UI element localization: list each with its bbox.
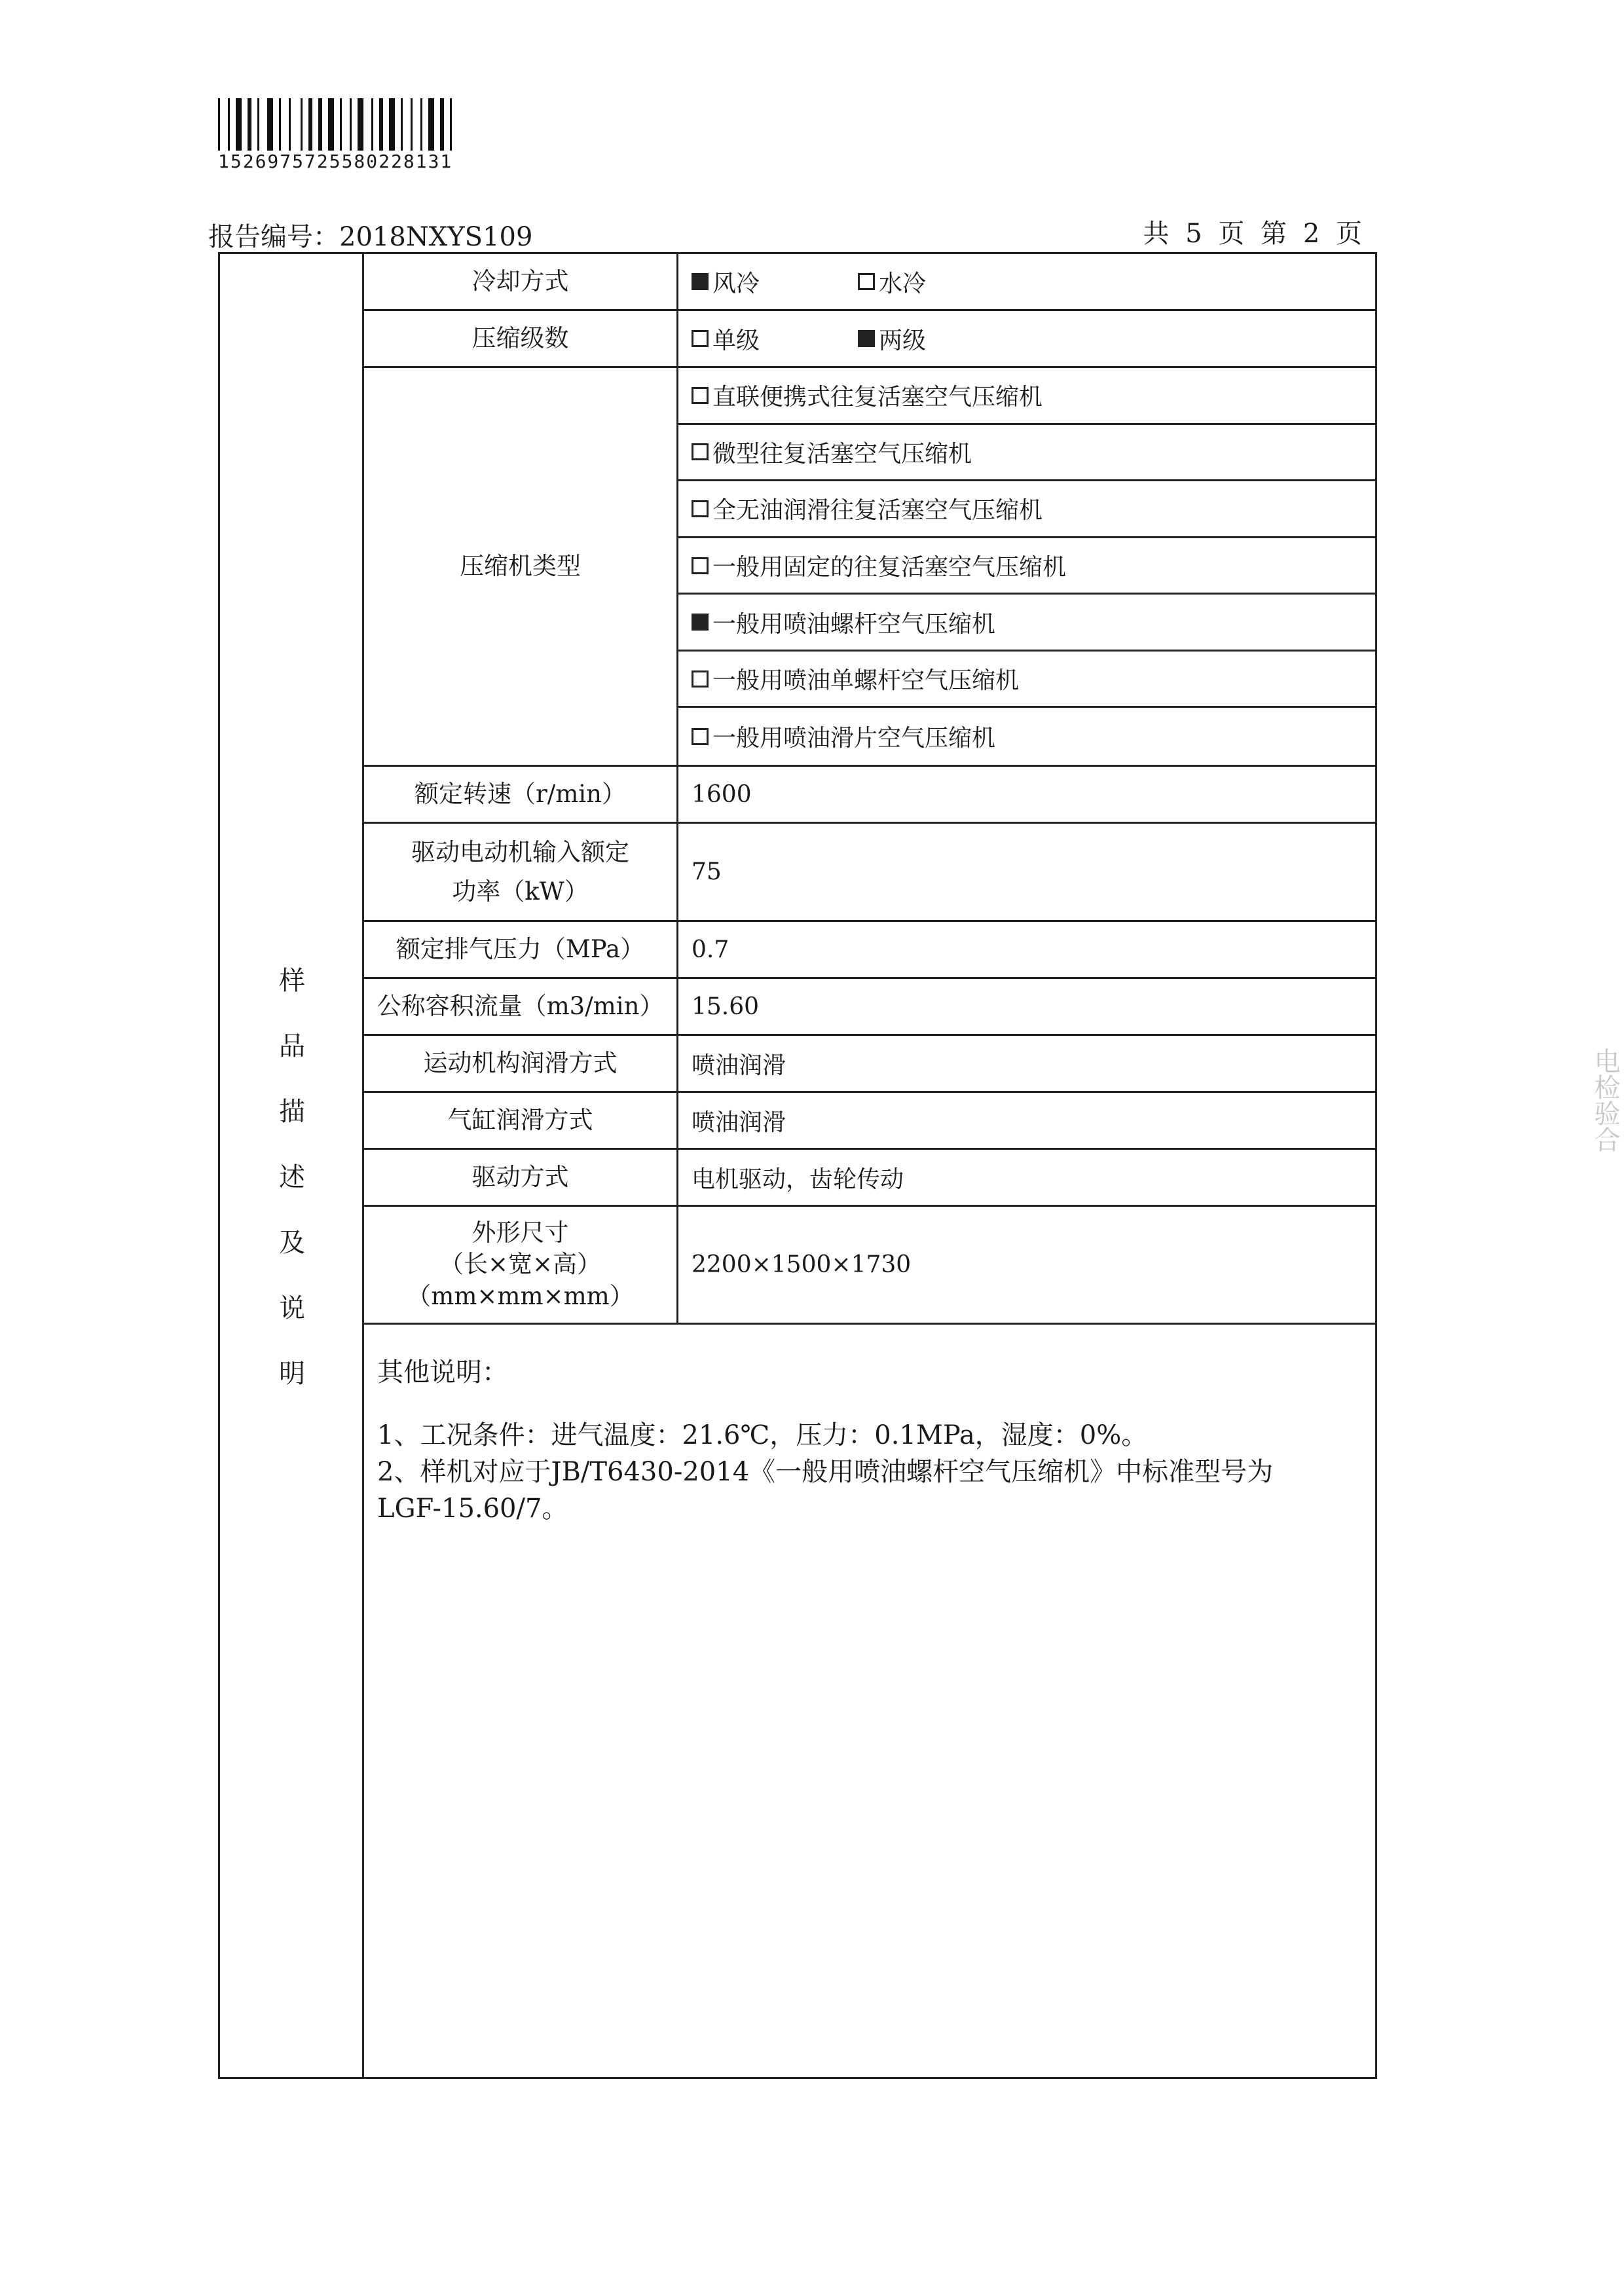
- barcode-bar: [222, 98, 226, 151]
- row-value: 0.7: [692, 936, 729, 963]
- report-number: 报告编号：2018NXYS109: [208, 222, 533, 252]
- barcode-bar: [371, 98, 373, 151]
- barcode-bar: [279, 98, 281, 151]
- barcode-bar: [267, 98, 273, 151]
- type-option: 一般用喷油单螺杆空气压缩机: [678, 652, 1375, 708]
- barcode-bar: [314, 98, 316, 151]
- row-pressure: [364, 922, 1375, 979]
- main-table-frame: [218, 252, 1377, 2079]
- barcode: [218, 98, 465, 151]
- side-char: 述: [279, 1162, 305, 1192]
- barcode-bar: [218, 98, 220, 151]
- barcode-bar: [428, 98, 434, 151]
- row-value: 喷油润滑: [692, 1052, 786, 1079]
- row-power: [364, 824, 1375, 922]
- notes-section: [364, 1334, 1373, 1547]
- type-options: [678, 368, 1375, 765]
- barcode-bar: [440, 98, 444, 151]
- row-dims: [364, 1207, 1375, 1325]
- row-value: [678, 254, 1375, 309]
- side-title: [220, 948, 364, 1406]
- barcode-bar: [450, 98, 452, 151]
- type-option: 微型往复活塞空气压缩机: [678, 425, 1375, 482]
- row-type: [364, 368, 1375, 767]
- barcode-bar: [436, 98, 438, 151]
- page-info: 共 5 页 第 2 页: [1143, 219, 1366, 249]
- row-value: [678, 311, 1375, 366]
- barcode-bar: [375, 98, 377, 151]
- barcode-bar: [236, 98, 242, 151]
- barcode-bar: [397, 98, 399, 151]
- barcode-bar: [244, 98, 246, 151]
- barcode-bar: [289, 98, 291, 151]
- barcode-bar: [318, 98, 322, 151]
- barcode-bar: [283, 98, 287, 151]
- barcode-bar: [232, 98, 234, 151]
- checkbox-icon: [692, 273, 709, 290]
- checkbox-icon: [692, 728, 709, 745]
- row-cylinder-lube: [364, 1093, 1375, 1150]
- barcode-bar: [308, 98, 312, 151]
- checkbox-icon: [692, 557, 709, 574]
- type-option: 直联便携式往复活塞空气压缩机: [678, 368, 1375, 425]
- barcode-bar: [411, 98, 413, 151]
- row-speed: [364, 767, 1375, 824]
- barcode-bar: [415, 98, 418, 151]
- barcode-bar: [389, 98, 395, 151]
- row-motion-lube: [364, 1036, 1375, 1093]
- type-option: 一般用喷油螺杆空气压缩机: [678, 595, 1375, 652]
- barcode-bar: [253, 98, 255, 151]
- checkbox-icon: [692, 500, 709, 517]
- notes-line: 2、样机对应于JB/T6430-2014《一般用喷油螺杆空气压缩机》中标准型号为: [377, 1457, 1274, 1487]
- barcode-bar: [324, 98, 326, 151]
- barcode-bar: [405, 98, 409, 151]
- row-flow: [364, 979, 1375, 1036]
- barcode-bar: [275, 98, 277, 151]
- checkbox-option: 水冷: [858, 265, 926, 299]
- checkbox-option: 单级: [692, 322, 760, 356]
- row-label: 额定转速（r/min）: [364, 767, 678, 822]
- row-value: 电机驱动，齿轮传动: [692, 1166, 904, 1193]
- type-option: 全无油润滑往复活塞空气压缩机: [678, 481, 1375, 538]
- side-char: 及: [279, 1228, 305, 1258]
- checkbox-icon: [692, 330, 709, 347]
- type-option: 一般用固定的往复活塞空气压缩机: [678, 538, 1375, 595]
- barcode-bar: [401, 98, 403, 151]
- row-value: 15.60: [692, 993, 760, 1020]
- barcode-bar: [365, 98, 369, 151]
- barcode-bar: [293, 98, 299, 151]
- side-char: 品: [279, 1031, 305, 1061]
- checkbox-option: 两级: [858, 322, 926, 356]
- row-label: 额定排气压力（MPa）: [364, 922, 678, 977]
- row-label: 驱动方式: [364, 1150, 678, 1205]
- barcode-bar: [257, 98, 259, 151]
- checkbox-icon: [692, 443, 709, 460]
- checkbox-option: 风冷: [692, 265, 760, 299]
- row-label: 压缩级数: [364, 311, 678, 366]
- barcode-bar: [328, 98, 334, 151]
- row-label: 驱动电动机输入额定 功率（kW）: [364, 824, 678, 920]
- barcode-bar: [379, 98, 383, 151]
- barcode-bar: [248, 98, 251, 151]
- row-label: 外形尺寸 （长×宽×高） （mm×mm×mm）: [364, 1207, 678, 1323]
- row-value: 2200×1500×1730: [692, 1251, 912, 1278]
- side-char: 明: [279, 1359, 305, 1389]
- type-option: 一般用喷油滑片空气压缩机: [678, 708, 1375, 765]
- barcode-bar: [304, 98, 306, 151]
- edge-stamp: 电检验合: [1590, 1048, 1620, 1152]
- row-value: 75: [692, 858, 722, 885]
- barcode-bar: [261, 98, 265, 151]
- barcode-bar: [340, 98, 342, 151]
- row-value: 喷油润滑: [692, 1109, 786, 1136]
- barcode-bar: [420, 98, 422, 151]
- notes-title: 其他说明：: [377, 1357, 508, 1387]
- barcode-bar: [350, 98, 352, 151]
- checkbox-icon: [692, 387, 709, 404]
- row-label: 冷却方式: [364, 254, 678, 309]
- row-stages: [364, 311, 1375, 368]
- side-char: 样: [279, 966, 305, 996]
- barcode-bar: [424, 98, 426, 151]
- row-label: 压缩机类型: [364, 368, 678, 765]
- checkbox-icon: [692, 614, 709, 631]
- checkbox-icon: [858, 273, 875, 290]
- spec-table: [364, 254, 1375, 1325]
- barcode-number: 1526975725580228131: [218, 151, 453, 172]
- checkbox-icon: [692, 670, 709, 688]
- notes-line: LGF-15.60/7。: [377, 1494, 568, 1524]
- row-label: 公称容积流量（m3/min）: [364, 979, 678, 1034]
- side-column: [220, 254, 364, 2077]
- row-cooling: [364, 254, 1375, 311]
- barcode-bar: [336, 98, 338, 151]
- barcode-bar: [354, 98, 356, 151]
- barcode-bar: [344, 98, 348, 151]
- side-char: 描: [279, 1097, 305, 1127]
- row-value: 1600: [692, 780, 752, 808]
- barcode-bar: [446, 98, 448, 151]
- barcode-bar: [454, 98, 458, 151]
- barcode-bar: [228, 98, 230, 151]
- row-label: 运动机构润滑方式: [364, 1036, 678, 1091]
- barcode-bar: [358, 98, 363, 151]
- checkbox-icon: [858, 330, 875, 347]
- notes-line: 1、工况条件：进气温度：21.6℃，压力：0.1MPa，湿度：0%。: [377, 1420, 1148, 1450]
- side-char: 说: [279, 1293, 305, 1323]
- row-drive: [364, 1150, 1375, 1207]
- barcode-bar: [385, 98, 387, 151]
- row-label: 气缸润滑方式: [364, 1093, 678, 1148]
- barcode-bar: [301, 98, 303, 151]
